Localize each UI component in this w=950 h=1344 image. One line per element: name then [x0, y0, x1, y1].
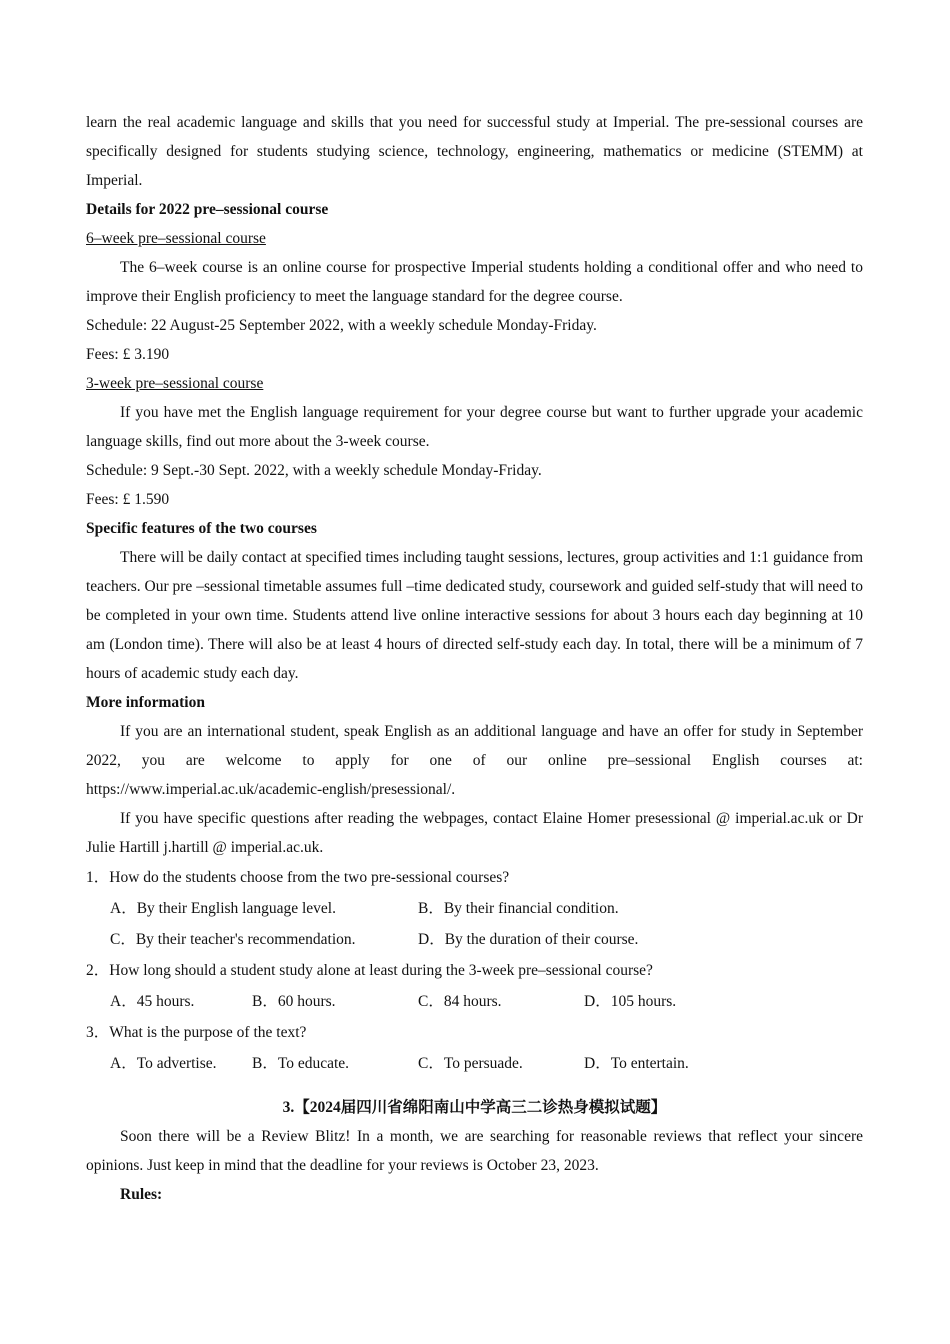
section-3-title: 3.【2024届四川省绵阳南山中学高三二诊热身模拟试题】 [282, 1099, 667, 1116]
question-1-options-row-1 [86, 893, 863, 924]
intro-paragraph: learn the real academic language and skills that you need for successful study at Imperial. The pre-sessional courses are specifically designed for students studying science, technology, engineering, mathematics or medicine (STEMM) at Imperial. [86, 114, 863, 189]
document-page [86, 108, 863, 1209]
question-1-option-a: A．By their English language level. [110, 900, 336, 917]
question-1: 1．How do the students choose from the two pre-sessional courses? [86, 869, 510, 886]
course3-schedule: Schedule: 9 Sept.-30 Sept. 2022, with a weekly schedule Monday-Friday. [86, 462, 542, 479]
details-heading: Details for 2022 pre–sessional course [86, 201, 329, 218]
question-2: 2．How long should a student study alone at least during the 3-week pre–sessional course? [86, 962, 653, 979]
question-3: 3．What is the purpose of the text? [86, 1024, 307, 1041]
question-1-options-row-2 [86, 924, 863, 955]
question-3-option-a: A．To advertise. [110, 1055, 217, 1072]
course6-title: 6–week pre–sessional course [86, 230, 266, 247]
more-info-heading: More information [86, 694, 205, 711]
more-info-paragraph-2: If you have specific questions after reading the webpages, contact Elaine Homer presessional @ imperial.ac.uk or Dr Julie Hartill j.hartill @ imperial.ac.uk. [86, 810, 863, 856]
question-2-options [86, 986, 863, 1017]
question-2-option-d: D．105 hours. [584, 993, 677, 1010]
question-2-option-a: A．45 hours. [110, 993, 195, 1010]
course3-description: If you have met the English language requirement for your degree course but want to further upgrade your academic language skills, find out more about the 3-week course. [86, 404, 863, 450]
question-3-option-c: C．To persuade. [418, 1055, 523, 1072]
question-2-option-b: B．60 hours. [252, 993, 336, 1010]
course3-fees: Fees: £ 1.590 [86, 491, 170, 508]
features-paragraph: There will be daily contact at specified times including taught sessions, lectures, group activities and 1:1 guidance from teachers. Our pre –sessional timetable assumes full –time dedicated study, coursework and guided self-study that will need to be completed in your own time. Students attend live online interactive sessions for about 3 hours each day beginning at 10 am (London time). There will also be at least 4 hours of directed self-study each day. In total, there will be a minimum of 7 hours of academic study each day. [86, 549, 863, 682]
section-3-paragraph: Soon there will be a Review Blitz! In a month, we are searching for reasonable reviews that reflect your sincere opinions. Just keep in mind that the deadline for your reviews is October 23, 2023. [86, 1128, 863, 1174]
question-1-option-d: D．By the duration of their course. [418, 931, 639, 948]
more-info-paragraph-1: If you are an international student, speak English as an additional language and have an offer for study in September 2022, you are welcome to apply for one of our online pre–sessional English courses at: https://www.imperial.ac.uk/academic-english/presessional/. [86, 723, 863, 798]
course6-description: The 6–week course is an online course for prospective Imperial students holding a conditional offer and who need to improve their English proficiency to meet the language standard for the degree course. [86, 259, 863, 305]
section-gap [86, 1079, 863, 1093]
course6-schedule: Schedule: 22 August-25 September 2022, with a weekly schedule Monday-Friday. [86, 317, 597, 334]
features-heading: Specific features of the two courses [86, 520, 317, 537]
question-3-option-d: D．To entertain. [584, 1055, 689, 1072]
question-3-options [86, 1048, 863, 1079]
question-1-option-c: C．By their teacher's recommendation. [110, 931, 356, 948]
course6-fees: Fees: £ 3.190 [86, 346, 170, 363]
question-3-option-b: B．To educate. [252, 1055, 350, 1072]
question-2-option-c: C．84 hours. [418, 993, 502, 1010]
rules-label: Rules: [120, 1186, 163, 1203]
course3-title: 3-week pre–sessional course [86, 375, 264, 392]
question-1-option-b: B．By their financial condition. [418, 900, 619, 917]
